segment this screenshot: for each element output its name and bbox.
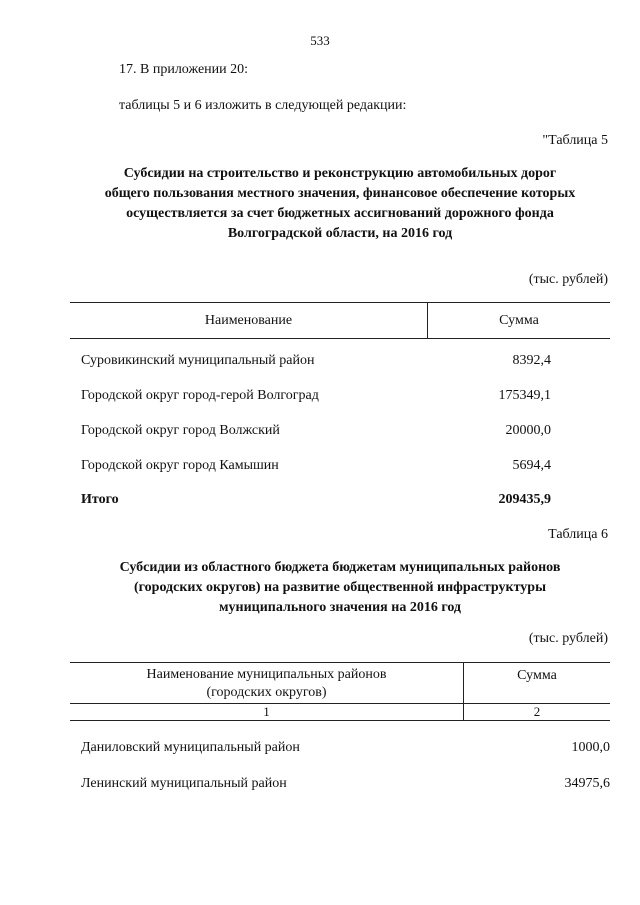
- table6-header-name-line: Наименование муниципальных районов: [146, 667, 387, 682]
- amendment-item: 17. В приложении 20:: [119, 62, 249, 77]
- table6-numbers-rule: [70, 720, 610, 721]
- table5-row-name: Городской округ город-герой Волгоград: [81, 388, 319, 403]
- table5-label: "Таблица 5: [542, 133, 608, 148]
- table5-row-sum: 175349,1: [498, 388, 551, 403]
- table6-row-sum: 1000,0: [571, 740, 610, 755]
- table6-units: (тыс. рублей): [528, 631, 608, 646]
- table5-title: [70, 164, 610, 244]
- table6-column-number-1: 1: [263, 704, 270, 719]
- table6-title-line: Субсидии из областного бюджета бюджетам муниципальных районов: [119, 560, 561, 575]
- table5-title-line: Волгоградской области, на 2016 год: [227, 226, 453, 241]
- table5-header-sum: Сумма: [499, 313, 539, 328]
- table6-title-line: муниципального значения на 2016 год: [218, 600, 462, 615]
- table5-row-name: Суровикинский муниципальный район: [81, 353, 315, 368]
- table6-row-name: Даниловский муниципальный район: [81, 740, 300, 755]
- table5-row-name: Городской округ город Волжский: [81, 423, 280, 438]
- table5-row-name: Городской округ город Камышин: [81, 458, 279, 473]
- table5-top-rule: [70, 302, 610, 303]
- table6-top-rule: [70, 662, 610, 663]
- table6-label: Таблица 6: [548, 527, 608, 542]
- table6-column-number-2: 2: [533, 704, 541, 719]
- table5-row-sum: 20000,0: [505, 423, 551, 438]
- page-number: 533: [310, 33, 330, 48]
- table5-row-sum: 8392,4: [512, 353, 551, 368]
- table6-header-sum: Сумма: [517, 668, 557, 683]
- table5-total-sum: 209435,9: [498, 492, 551, 507]
- table6-header-name-line: (городских округов): [206, 685, 327, 700]
- table5-title-line: общего пользования местного значения, финансовое обеспечение которых: [104, 186, 576, 201]
- table5-title-line: осуществляется за счет бюджетных ассигнований дорожного фонда: [126, 206, 554, 221]
- table5-total-label: Итого: [81, 492, 119, 507]
- table5-row-sum: 5694,4: [512, 458, 551, 473]
- table6-title-line: (городских округов) на развитие общественной инфраструктуры: [133, 580, 546, 595]
- table5-units: (тыс. рублей): [528, 272, 608, 287]
- table5-title-line: Субсидии на строительство и реконструкцию автомобильных дорог: [123, 166, 557, 181]
- table6-row-name: Ленинский муниципальный район: [81, 776, 287, 791]
- table6-row-sum: 34975,6: [564, 776, 610, 791]
- table6-header-name: [70, 666, 463, 702]
- amendment-instruction: таблицы 5 и 6 изложить в следующей редакции:: [119, 98, 407, 113]
- table5-header-rule: [70, 338, 610, 339]
- table5-header-name: Наименование: [204, 313, 293, 328]
- table6-title: [70, 558, 610, 618]
